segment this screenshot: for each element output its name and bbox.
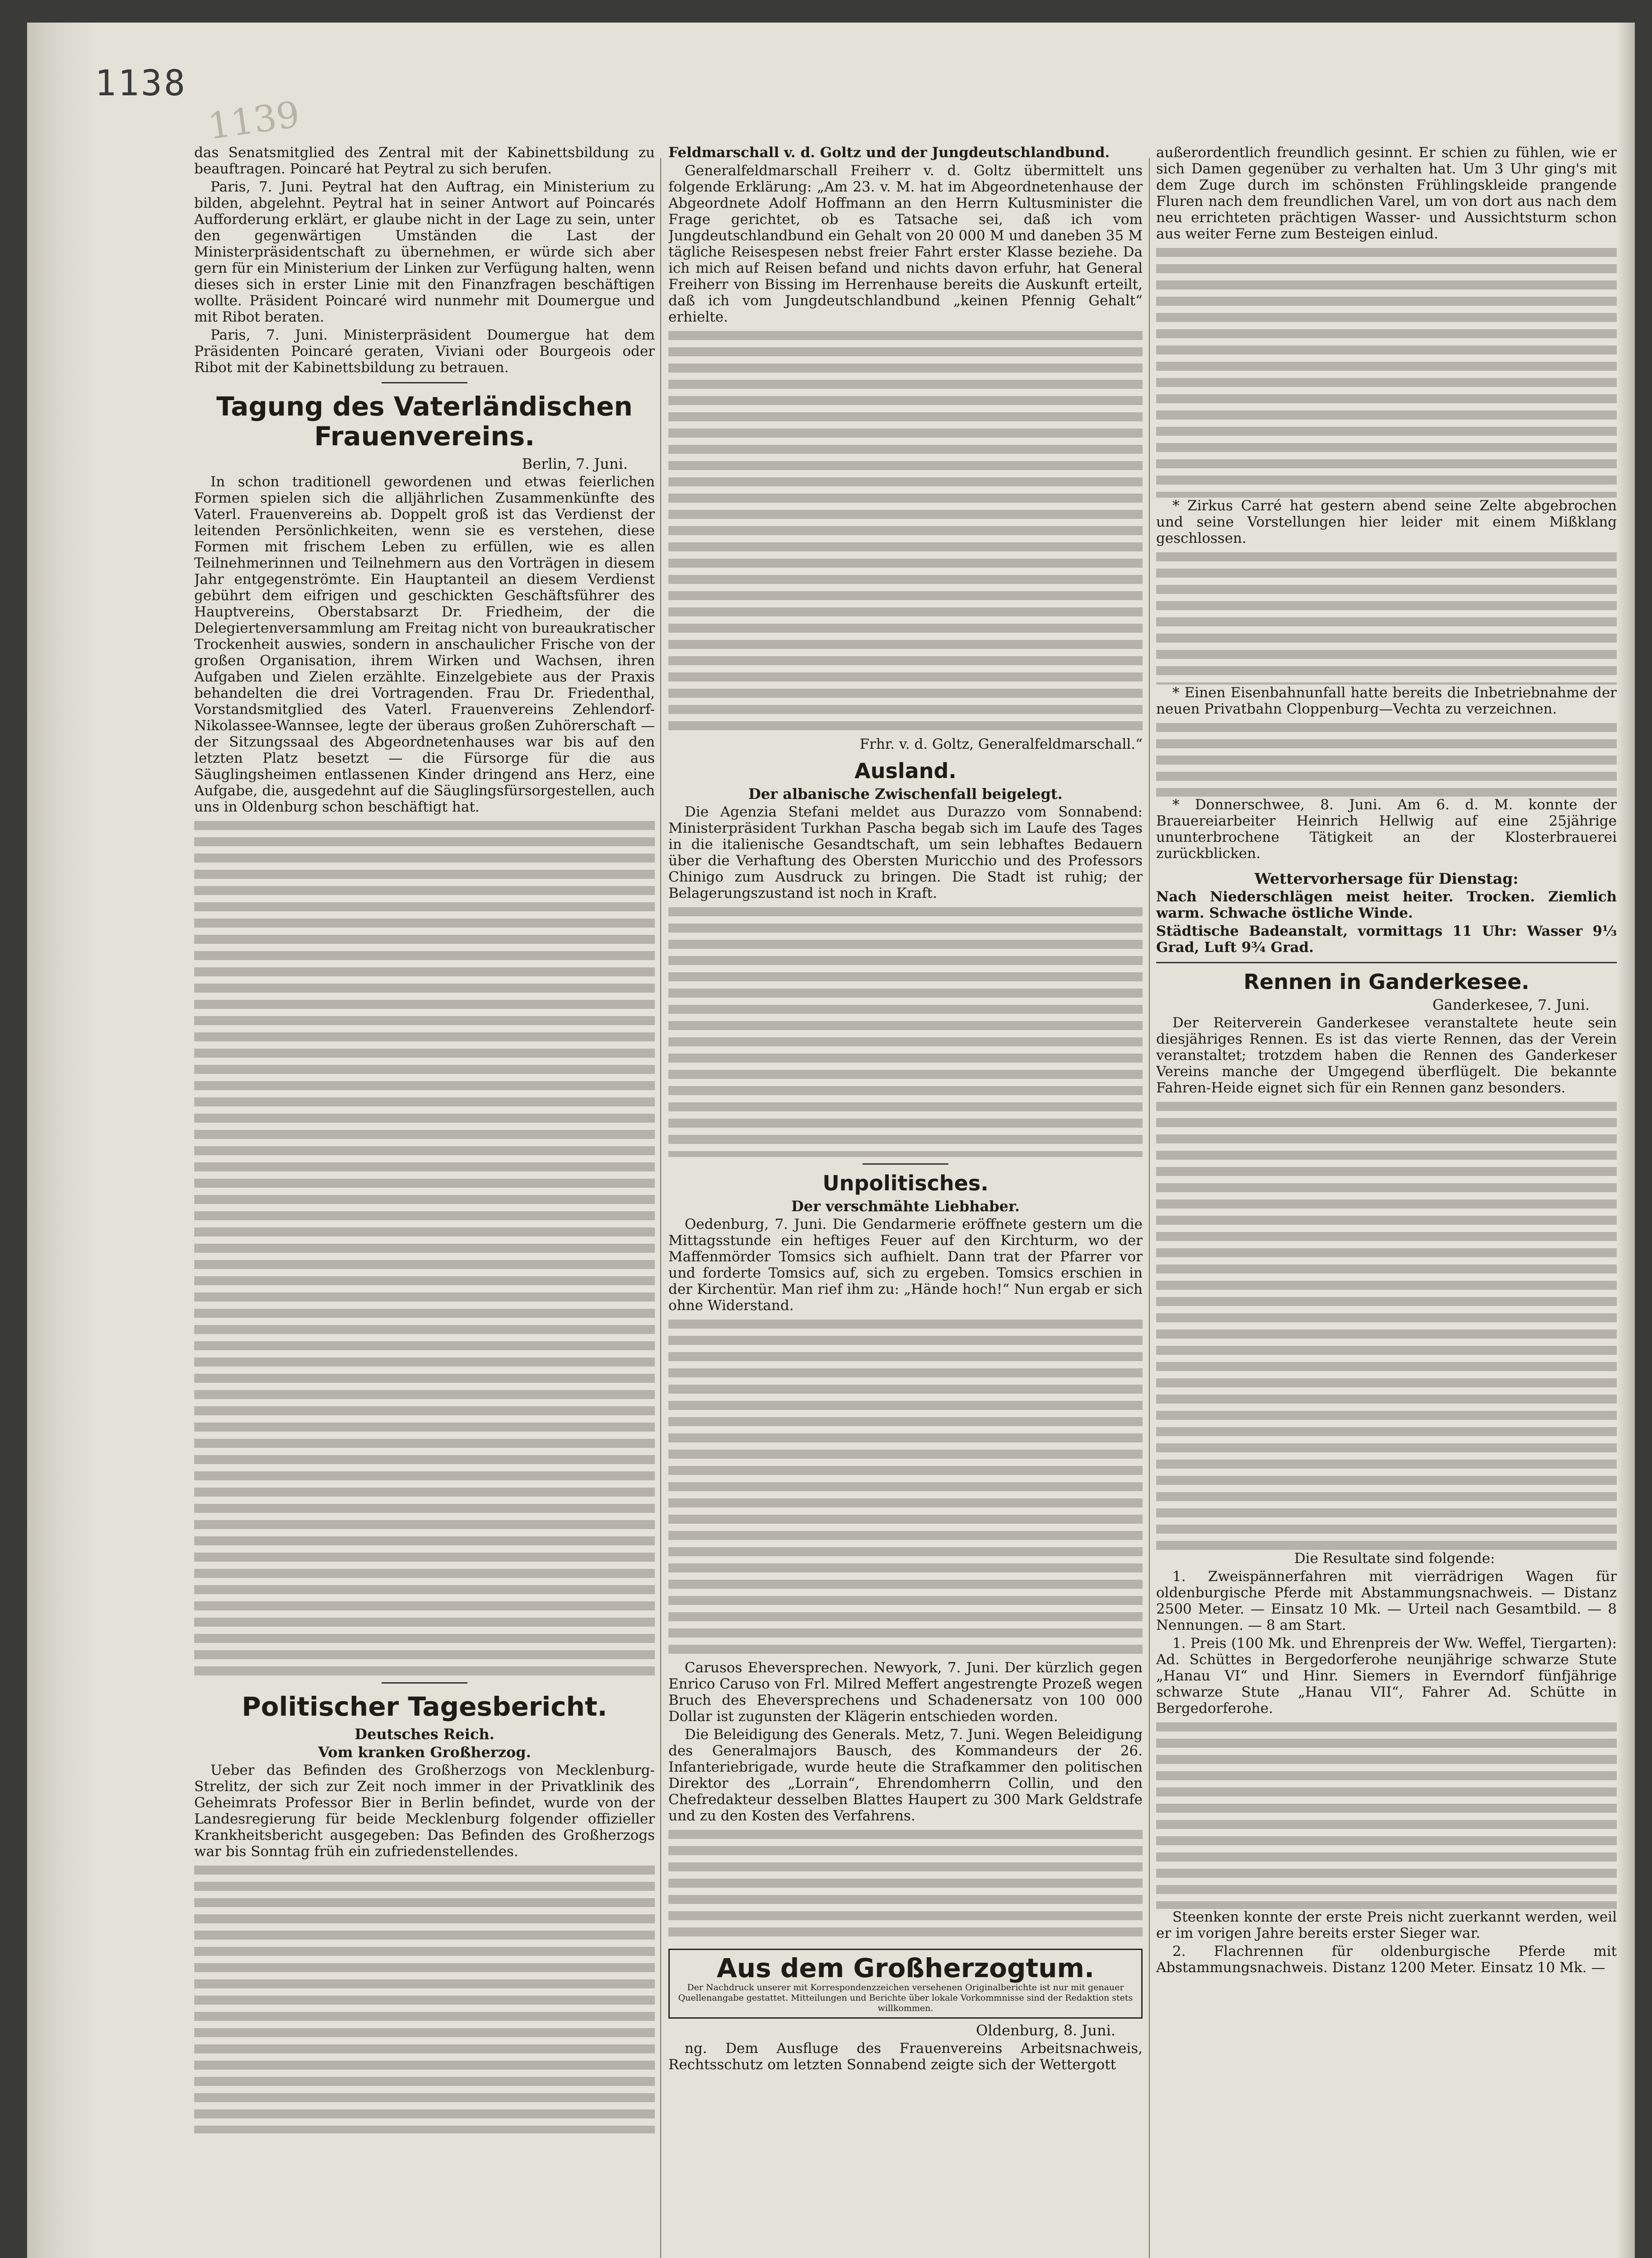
article-text: 1. Preis (100 Mk. und Ehrenpreis der Ww. Weffel, Tiergarten): Ad. Schüttes in Bergedorferohe neunjährige schwarze Stute „Hanau VI“ und Hinr. Siemers in Everndorf fünfjährige schwarze Stute „Hanau VII“, Fahrer Ad. Schütte in Bergedorferohe.: [1156, 1635, 1617, 1717]
article-continuation: [668, 1827, 1143, 1940]
column-1: [194, 145, 655, 2258]
dateline: Berlin, 7. Juni.: [522, 455, 628, 472]
article-text: Oedenburg, 7. Juni. Die Gendarmerie eröffnete gestern um die Mittagsstunde ein heftiges Feuer auf den Kirchturm, wo der Maffenmörder Tomsics sich aufhielt. Dann trat der Pfarrer vor und forderte Tomsics auf, sich zu ergeben. Tomsics erschien in der Kirchentür. Man rief ihm zu: „Hände hoch!“ Nun ergab er sich ohne Widerstand.: [668, 1216, 1143, 1314]
article-text: In schon traditionell gewordenen und etwas feierlichen Formen spielen sich die alljährlichen Zusammenkünfte des Vaterl. Frauenvereins ab. Doppelt groß ist das Verdienst der leitenden Persönlichkeiten, wenn sie es verstehen, diese Formen mit frischem Leben zu erfüllen, wie es allen Teilnehmerinnen und Teilnehmern aus den Vorträgen in diesem Jahr entgegenströmte. Ein Hauptanteil an diesem Verdienst gebührt dem eifrigen und geschickten Geschäftsführer des Hauptvereins, Oberstabsarzt Dr. Friedheim, der die Delegiertenversammlung am Freitag nicht von bureaukratischer Trockenheit auswies, sondern in anschaulicher Frische von der großen Organisation, ihrem Wirken und Wachsen, ihren Aufgaben und Zielen erzählte. Einzelgebiete aus der Praxis behandelten die drei Vortragenden. Frau Dr. Friedenthal, Vorstandsmitglied des Vaterl. Frauenvereins Zehlendorf-Nikolassee-Wannsee, legte der überaus großen Zuhörerschaft — der Sitzungssaal des Abgeordnetenhauses war bis auf den letzten Platz besetzt — die Fürsorge für die aus Säuglingsheimen entlassenen Kinder dringend ans Herz, eine Aufgabe, die, ausgedehnt auf die Säuglingsfürsorgestellen, auch uns in Oldenburg schon beschäftigt hat.: [194, 474, 655, 815]
article-continuation: [194, 818, 655, 1676]
article-text: außerordentlich freundlich gesinnt. Er schien zu fühlen, wie er sich Damen gegenüber zu verhalten hat. Um 3 Uhr ging's mit dem Zuge durch im schönsten Frühlingskleide prangende Fluren nach dem freundlichen Varel, um von dort aus nach dem neu errichteten prächtigen Wasser- und Aussichtsturm schon aus weiter Ferne zum Besteigen einlud.: [1156, 145, 1617, 242]
article-text: Paris, 7. Juni. Peytral hat den Auftrag, ein Ministerium zu bilden, abgelehnt. Peytral hat in seiner Antwort auf Poincarés Aufforderung erklärt, er glaube nicht in der Lage zu sein, unter den gegenwärtigen Umständen die Last der Ministerpräsidentschaft zu übernehmen, er würde sich aber gern für ein Ministerium der Linken zur Verfügung halten, wenn dieses sich in erster Linie mit den Finanzfragen beschäftigen wollte. Präsident Poincaré wird nunmehr mit Doumergue und mit Ribot beraten.: [194, 179, 655, 325]
article-text: das Senatsmitglied des Zentral mit der Kabinettsbildung zu beauftragen. Poincaré hat Peytral zu sich berufen.: [194, 145, 655, 177]
article-text: Paris, 7. Juni. Ministerpräsident Doumergue hat dem Präsidenten Poincaré geraten, Viviani oder Bourgeois oder Ribot mit der Kabinettsbildung zu betrauen.: [194, 327, 655, 376]
page-binding: [27, 23, 95, 2258]
divider: [382, 382, 467, 383]
section-box-title: Aus dem Großherzogtum.: [717, 1953, 1094, 1983]
headline-tagesbericht: Politischer Tagesbericht.: [242, 1691, 607, 1722]
headline-rennen: Rennen in Ganderkesee.: [1243, 970, 1530, 994]
headline-unpolitisches: Unpolitisches.: [822, 1171, 989, 1195]
section-box-note: Der Nachdruck unserer mit Korrespondenzzeichen versehenen Originalberichte ist nur mit genauer Quellenangabe gestattet. Mitteilungen und Berichte über lokale Vorkommnisse sind der Redaktion stets willkommen.: [678, 1983, 1133, 2013]
signature: Frhr. v. d. Goltz, Generalfeldmarschall.“: [859, 736, 1143, 752]
article-continuation: [668, 1316, 1143, 1660]
weather-title: Wettervorhersage für Dienstag:: [1254, 870, 1519, 887]
article-text: * Einen Eisenbahnunfall hatte bereits die Inbetriebnahme der neuen Privatbahn Cloppenburg—Vechta zu verzeichnen.: [1156, 685, 1617, 717]
article-text: Carusos Eheversprechen. Newyork, 7. Juni. Der kürzlich gegen Enrico Caruso von Frl. Milred Meffert angestrengte Prozeß wegen Bruch des Eheversprechens und Schadenersatz von 100 000 Dollar ist zugunsten der Klägerin entschieden worden.: [668, 1660, 1143, 1725]
dateline: Ganderkesee, 7. Juni.: [1432, 996, 1590, 1013]
section-box: [668, 1949, 1143, 2019]
article-continuation: [1156, 549, 1617, 685]
weather-forecast: Nach Niederschlägen meist heiter. Trocken. Ziemlich warm. Schwache östliche Winde.: [1156, 889, 1617, 921]
article-continuation: [1156, 1099, 1617, 1550]
column-rule-2: [1149, 158, 1150, 2258]
article-continuation: [668, 904, 1143, 1157]
article-continuation: [1156, 1719, 1617, 1909]
column-3: [1156, 145, 1617, 2258]
newspaper-page: [27, 23, 1635, 2258]
article-text: * Zirkus Carré hat gestern abend seine Zelte abgebrochen und seine Vorstellungen hier leider mit einem Mißklang geschlossen.: [1156, 498, 1617, 546]
bleed-through-number: 1139: [205, 93, 303, 148]
article-continuation: [1156, 245, 1617, 498]
article-continuation: [194, 1862, 655, 2133]
section-title: Deutsches Reich.: [355, 1726, 495, 1743]
column-2: [668, 145, 1143, 2258]
divider: [1156, 962, 1617, 963]
subheading: Der verschmähte Liebhaber.: [791, 1198, 1020, 1215]
divider: [863, 1163, 948, 1165]
article-text: 1. Zweispännerfahren mit vierrädrigen Wagen für oldenburgische Pferde mit Abstammungsnachweis. — Distanz 2500 Meter. — Einsatz 10 Mk. — Urteil nach Gesamtbild. — 8 Nennungen. — 8 am Start.: [1156, 1568, 1617, 1633]
headline-ausland: Ausland.: [854, 759, 957, 783]
article-text: Feldmarschall v. d. Goltz und der Jungdeutschlandbund.: [668, 145, 1110, 161]
bath-temperature: Städtische Badeanstalt, vormittags 11 Uhr: Wasser 9⅓ Grad, Luft 9¾ Grad.: [1156, 923, 1617, 956]
article-text: Steenken konnte der erste Preis nicht zuerkannt werden, weil er im vorigen Jahre bereits erster Sieger war.: [1156, 1909, 1617, 1941]
results-heading: Die Resultate sind folgende:: [1294, 1550, 1495, 1567]
page-number: 1138: [95, 63, 187, 104]
dateline: Oldenburg, 8. Juni.: [976, 2022, 1115, 2039]
subheading: Vom kranken Großherzog.: [318, 1744, 531, 1761]
article-text: Die Beleidigung des Generals. Metz, 7. Juni. Wegen Beleidigung des Generalmajors Bausch, des Kommandeurs der 26. Infanteriebrigade, wurde heute die Strafkammer den politischen Direktor des „Lorrain“, Ehrendomherrn Collin, und den Chefredakteur desselben Blattes Haupert zu 300 Mark Geldstrafe und zu den Kosten des Verfahrens.: [668, 1726, 1143, 1824]
article-continuation: [1156, 720, 1617, 797]
article-text: Generalfeldmarschall Freiherr v. d. Goltz übermittelt uns folgende Erklärung: „Am 23. v. M. hat im Abgeordnetenhause der Abgeordnete Adolf Hoffmann an den Herrn Kultusminister die Frage gerichtet, ob es Tatsache sei, daß ich vom Jungdeutschlandbund ein Gehalt von 20 000 M und daneben 35 M tägliche Reisespesen nebst freier Fahrt erster Klasse beziehe. Da ich mich auf Reisen befand und nichts davon erfuhr, hat General Freiherr von Bissing im Herrenhause bereits die Auskunft erteilt, daß ich vom Jungdeutschlandbund „keinen Pfennig Gehalt“ erhielte.: [668, 163, 1143, 325]
article-text: 2. Flachrennen für oldenburgische Pferde mit Abstammungsnachweis. Distanz 1200 Meter. Einsatz 10 Mk. —: [1156, 1943, 1617, 1976]
article-text: Der Reiterverein Ganderkesee veranstaltete heute sein diesjähriges Rennen. Es ist das vierte Rennen, das der Verein veranstaltet; trotzdem haben die Rennen des Ganderkeser Vereins manche der Umgegend überflügelt. Die bekannte Fahren-Heide eignet sich für ein Rennen ganz besonders.: [1156, 1015, 1617, 1096]
headline-frauenverein: Tagung des Vaterländischen Frauenvereins.: [216, 391, 633, 452]
article-text: Ueber das Befinden des Großherzogs von Mecklenburg-Strelitz, der sich zur Zeit noch immer in der Privatklinik des Geheimrats Professor Bier in Berlin befindet, wurde von der Landesregierung für beide Mecklenburg folgender offizieller Krankheitsbericht ausgegeben: Das Befinden des Großherzogs war bis Sonntag früh ein zufriedenstellendes.: [194, 1762, 655, 1860]
article-continuation: [668, 328, 1143, 734]
column-rule-1: [660, 158, 661, 2258]
subheading: Der albanische Zwischenfall beigelegt.: [748, 785, 1063, 802]
page-edge: [1617, 23, 1635, 2258]
article-text: Die Agenzia Stefani meldet aus Durazzo vom Sonnabend: Ministerpräsident Turkhan Pascha begab sich im Laufe des Tages in die italienische Gesandtschaft, um sein lebhaftes Bedauern über die Verhaftung des Obersten Muricchio und des Professors Chinigo zum Ausdruck zu bringen. Die Stadt ist ruhig; der Belagerungszustand ist noch in Kraft.: [668, 804, 1143, 901]
article-text: * Donnerschwee, 8. Juni. Am 6. d. M. konnte der Brauereiarbeiter Heinrich Hellwig auf eine 25jährige ununterbrochene Tätigkeit an der Klosterbrauerei zurückblicken.: [1156, 797, 1617, 862]
divider: [382, 1682, 467, 1684]
article-text: ng. Dem Ausfluge des Frauenvereins Arbeitsnachweis, Rechtsschutz om letzten Sonnabend zeigte sich der Wettergott: [668, 2040, 1143, 2073]
